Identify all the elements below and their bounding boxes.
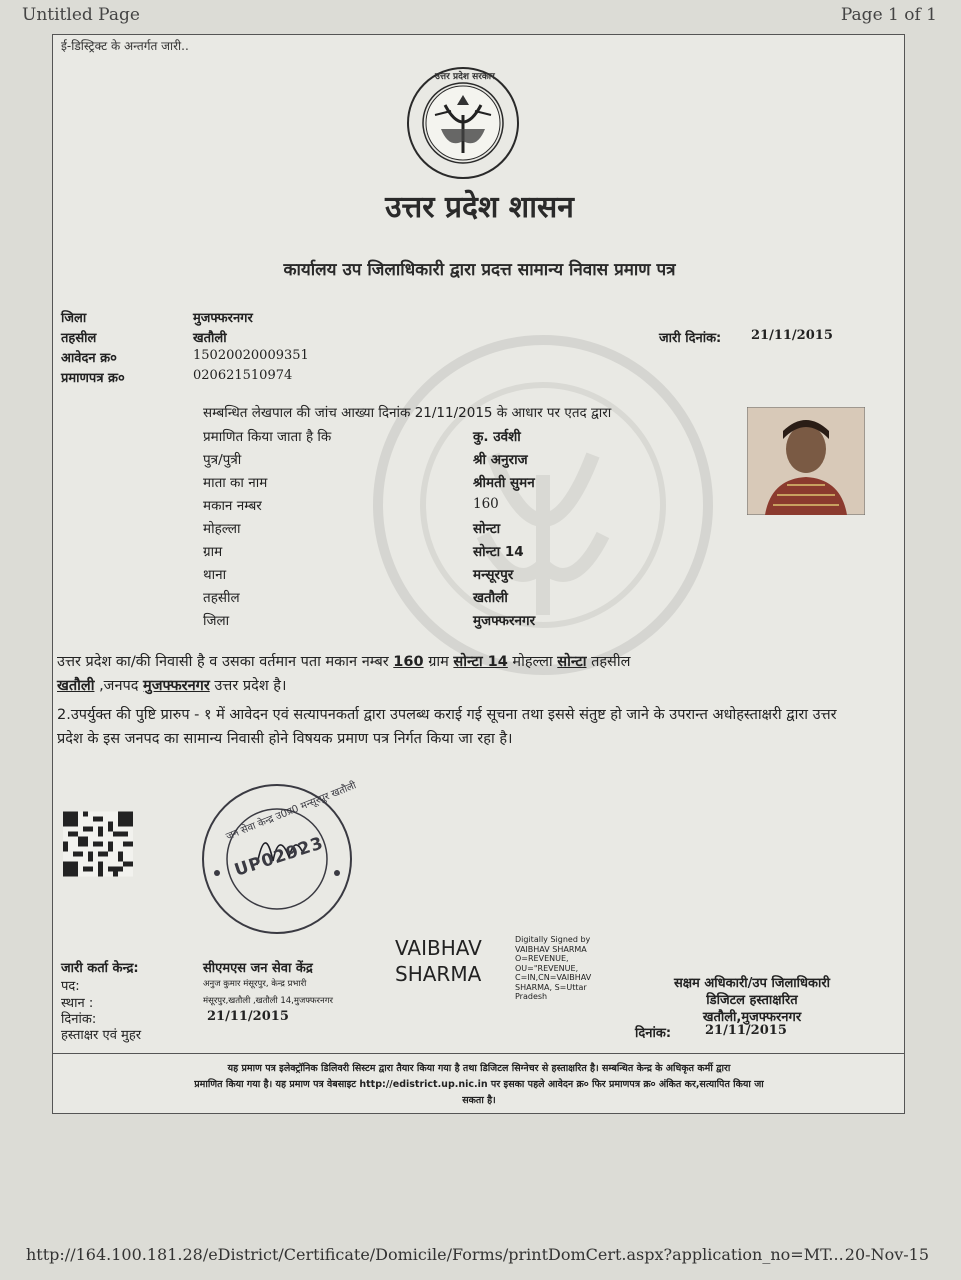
detail-value-village: सोन्टा 14 (473, 544, 524, 560)
detail-label-district: जिला (203, 613, 230, 629)
govt-title: उत्तर प्रदेश शासन (385, 190, 574, 225)
residence-text-3: मोहल्ला (512, 654, 553, 670)
issuer-post-label: पद: (61, 979, 80, 994)
issue-date-label: जारी दिनांक: (659, 331, 722, 346)
residence-text-2: ग्राम (428, 654, 449, 670)
issued-under-note: ई-डिस्ट्रिक्ट के अन्तर्गत जारी.. (61, 39, 189, 53)
detail-value-mother: श्रीमती सुमन (473, 475, 535, 491)
application-number: 15020020009351 (193, 348, 309, 363)
watermark-emblem-icon (373, 335, 713, 675)
intro-line: सम्बन्धित लेखपाल की जांच आख्या दिनांक 21/11/2015 के आधार पर एतद द्वारा (203, 405, 612, 421)
digital-sign-detail-line: OU="REVENUE, (515, 963, 579, 973)
print-date: 20-Nov-15 (844, 1245, 929, 1264)
application-label: आवेदन क्र० (61, 351, 117, 366)
detail-label-police-station: थाना (203, 567, 227, 583)
authority-location: खतौली,मुजफ्फरनगर (702, 1010, 802, 1025)
digital-sign-detail-line: Digitally Signed by (515, 935, 591, 944)
detail-value-mohalla: सोन्टा (473, 521, 501, 537)
authority-date-label: दिनांक: (635, 1026, 672, 1041)
certificate-number: 020621510974 (193, 368, 293, 383)
detail-value-district: मुजफ्फरनगर (473, 613, 536, 629)
issuer-place-label: स्थान : (61, 996, 94, 1011)
residence-text-4: तहसील (591, 654, 631, 670)
residence-house: 160 (393, 654, 424, 670)
issue-date-value: 21/11/2015 (751, 328, 833, 343)
residence-text-6: उत्तर प्रदेश है। (214, 678, 287, 694)
issuer-center-value: सीएमएस जन सेवा केंद्र (203, 961, 313, 976)
footer-line: प्रमाणित किया गया है। यह प्रमाण पत्र वेबसाइट http://edistrict.up.nic.in पर इसका पहले आवेदन क्र० फिर प्रमाणपत्र क्र० अंकित कर,सत्यापित किया जा (194, 1079, 764, 1090)
digital-sign-name-line1: VAIBHAV (395, 936, 482, 960)
applicant-photo (747, 407, 865, 515)
certificate-label: प्रमाणपत्र क्र० (61, 371, 125, 386)
detail-label-house: मकान नम्बर (203, 498, 262, 514)
footer-divider (53, 1053, 905, 1054)
up-govt-emblem-icon (405, 65, 521, 181)
emblem-text: उत्तर प्रदेश सरकार (435, 72, 495, 82)
detail-label-name: प्रमाणित किया जाता है कि (203, 429, 332, 445)
footer-note (67, 1061, 891, 1109)
detail-label-mohalla: मोहल्ला (203, 521, 241, 537)
digital-sign-name-line2: SHARMA (395, 962, 482, 986)
residence-district: मुजफ्फरनगर (143, 678, 210, 694)
detail-label-child-of: पुत्र/पुत्री (203, 452, 242, 468)
footer-line: यह प्रमाण पत्र इलेक्ट्रॉनिक डिलिवरी सिस्टम द्वारा तैयार किया गया है तथा डिजिटल सिग्नेचर से हस्ताक्षरित है। सम्बन्धित केन्द्र के अधिकृत कर्मी द्वारा (227, 1063, 731, 1074)
digital-sign-detail-line: SHARMA, S=Uttar (515, 982, 587, 992)
certificate-subtitle: कार्यालय उप जिलाधिकारी द्वारा प्रदत्त सामान्य निवास प्रमाण पत्र (283, 260, 676, 280)
issuer-place-value: मंसूरपुर,खतौली ,खतौली 14,मुजफ्फरनगर (203, 996, 333, 1006)
district-value: मुजफ्फरनगर (193, 311, 253, 326)
detail-label-tehsil: तहसील (203, 590, 240, 606)
print-page-title: Untitled Page (22, 5, 140, 25)
tehsil-value: खतौली (193, 331, 227, 346)
district-label: जिला (61, 311, 87, 326)
detail-value-father: श्री अनुराज (473, 452, 528, 468)
print-url: http://164.100.181.28/eDistrict/Certificate/Domicile/Forms/printDomCert.aspx?application_no=MT... (26, 1245, 844, 1264)
detail-label-village: ग्राम (203, 544, 223, 560)
detail-value-tehsil: खतौली (473, 590, 508, 606)
confirmation-paragraph: 2.उपर्युक्त की पुष्टि प्रारुप - १ में आवेदन एवं सत्यापनकर्ता द्वारा उपलब्ध कराई गई सूचना तथा इससे संतुष्ट हो जाने के उपरान्त अधोहस्ताक्षरी द्वारा उत्तर प्रदेश के इस जनपद का सामान्य निवासी होने विषयक प्रमाण पत्र निर्गत किया जा रहा है। (57, 707, 837, 747)
digital-sign-detail-line: VAIBHAV SHARMA (515, 944, 587, 954)
stamp-ring-text: जन सेवा केन्द्र उ0प्र0 मन्सूरपुर खतौली (224, 780, 358, 843)
residence-paragraph (57, 650, 897, 698)
digital-sign-detail-line: Pradesh (515, 992, 548, 1001)
authority-digital-sign: डिजिटल हस्ताक्षरित (706, 993, 798, 1008)
qr-code-icon (63, 811, 133, 877)
detail-label-mother: माता का नाम (203, 475, 268, 491)
digital-sign-detail (515, 935, 591, 1002)
residence-village: सोन्टा 14 (453, 654, 508, 670)
print-page-count: Page 1 of 1 (840, 5, 937, 25)
digital-sign-detail-line: O=REVENUE, (515, 954, 569, 963)
residence-text-1: उत्तर प्रदेश का/की निवासी है व उसका वर्तमान पता मकान नम्बर (57, 654, 389, 670)
residence-tehsil: खतौली (57, 678, 95, 694)
tehsil-label: तहसील (61, 331, 97, 346)
issuer-date-label: दिनांक: (61, 1012, 97, 1027)
stamp-code: UP02923 (232, 833, 327, 881)
detail-value-police-station: मन्सूरपुर (473, 567, 514, 583)
issuer-date-value: 21/11/2015 (207, 1009, 289, 1024)
issuer-center-label: जारी कर्ता केन्द्र: (61, 961, 139, 976)
authority-title: सक्षम अधिकारी/उप जिलाधिकारी (673, 976, 831, 991)
issuer-post-value: अनुज कुमार मंसूरपुर, केन्द्र प्रभारी (203, 979, 307, 989)
detail-value-name: कु. उर्वशी (473, 429, 521, 445)
authority-date-value: 21/11/2015 (705, 1023, 787, 1038)
certificate (52, 34, 905, 1114)
digital-sign-detail-line: C=IN,CN=VAIBHAV (515, 973, 592, 982)
footer-line: सकता है। (462, 1095, 496, 1106)
residence-text-5: ,जनपद (99, 678, 139, 694)
residence-mohalla: सोन्टा (557, 654, 587, 670)
issuer-signature-label: हस्ताक्षर एवं मुहर (61, 1028, 142, 1043)
detail-value-house: 160 (473, 496, 499, 512)
